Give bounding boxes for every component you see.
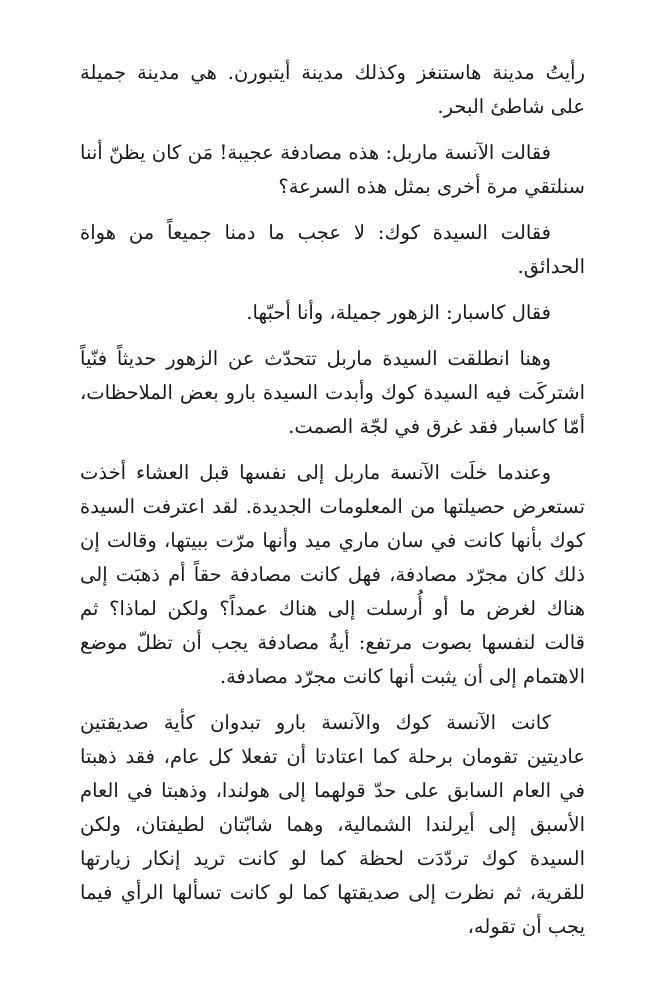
book-page [80,56,585,956]
paragraph-1: رأيتُ مدينة هاستنغز وكذلك مدينة أيتبورن. هي مدينة جميلة على شاطئ البحر. [80,61,585,118]
paragraph-6: وعندما خلَت الآنسة ماربل إلى نفسها قبل العشاء أخذت تستعرض حصيلتها من المعلومات الجديدة. لقد اعترفت السيدة كوك بأنها كانت في سان ماري ميد وأنها مرّت ببيتها، وقالت إن ذلك كان مجرّد مصادفة، فهل كانت مصادفة حقاً أم ذهبَت إلى هناك لغرض ما أو أُرسلت إلى هناك عمداً؟ ولكن لماذا؟ ثم قالت لنفسها بصوت مرتفع: أيةُ مصادفة يجب أن تظلّ موضع الاهتمام إلى أن يثبت أنها كانت مجرّد مصادفة. [80,461,585,688]
paragraph-2: فقالت الآنسة ماربل: هذه مصادفة عجيبة! مَن كان يظنّ أننا سنلتقي مرة أخرى بمثل هذه السرعة؟ [80,141,585,198]
paragraph-7: كانت الآنسة كوك والآنسة بارو تبدوان كأية صديقتين عاديتين تقومان برحلة كما اعتادتا أن تفعلا كل عام، فقد ذهبتا في العام السابق على حدّ قولهما إلى هولندا، وذهبتا في العام الأسبق إلى أيرلندا الشمالية، وهما شابّتان لطيفتان، ولكن السيدة كوك تردّدَت لحظة كما لو كانت تريد إنكار زيارتها للقرية، ثم نظرت إلى صديقتها كما لو كانت تسألها الرأي فيما يجب أن تقوله، [80,711,585,938]
paragraph-5: وهنا انطلقت السيدة ماربل تتحدّث عن الزهور حديثاً فنّياً اشتركَت فيه السيدة كوك وأبدت السيدة بارو بعض الملاحظات، أمّا كاسبار فقد غرق في لجّة الصمت. [80,347,585,438]
paragraph-3: فقالت السيدة كوك: لا عجب ما دمنا جميعاً من هواة الحدائق. [80,221,585,278]
paragraph-4: فقال كاسبار: الزهور جميلة، وأنا أحبّها. [246,301,551,324]
